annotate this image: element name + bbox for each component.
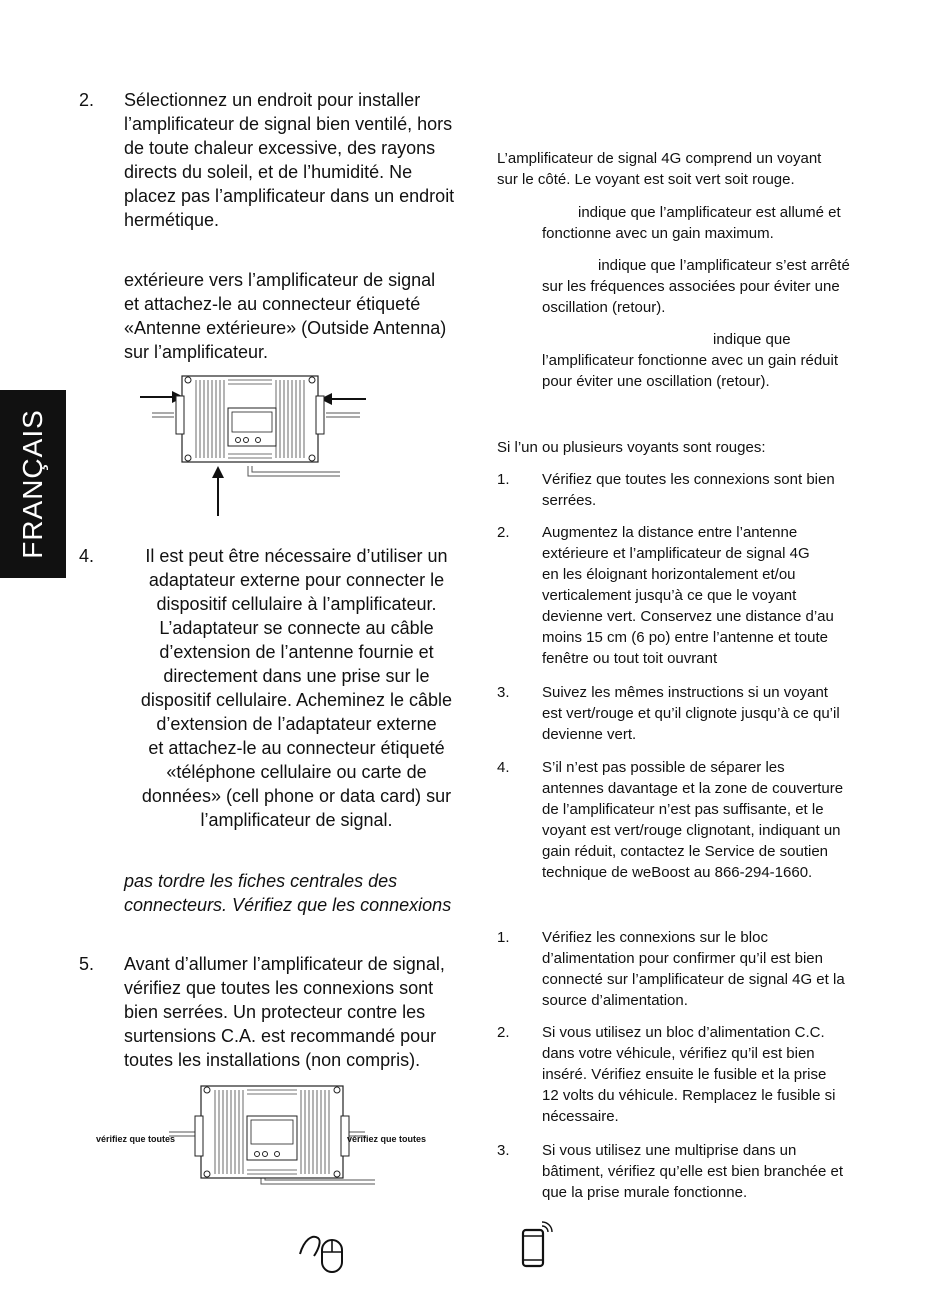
led-red-text [542,255,892,318]
language-tab-label: FRANÇAIS [17,409,48,559]
text-line: nécessaire. [542,1108,619,1125]
note-text [124,869,484,917]
text-line: technique de weBoost au 866-294-1660. [542,864,813,881]
list-item [542,927,892,1011]
list-item [542,1140,892,1203]
step-5-text [124,952,484,1072]
text-line: d’extension de l’antenne fournie et [159,642,434,662]
text-line: 12 volts du véhicule. Remplacez le fusible si [542,1087,836,1104]
figure-label-left: vérifiez que toutes [96,1134,176,1144]
list-number: 2. [497,1024,510,1041]
text-line: Augmentez la distance entre l’antenne [542,524,798,541]
text-line: Suivez les mêmes instructions si un voyant [542,684,828,701]
list-item [542,469,892,511]
text-line: L’adaptateur se connecte au câble [159,618,434,638]
text-line: directement dans une prise sur le [163,666,430,686]
text-line: oscillation (retour). [542,299,666,316]
text-line: sur l’amplificateur. [124,342,269,362]
text-line: surtensions C.A. est recommandé pour [124,1026,437,1046]
text-line: inséré. Vérifiez ensuite le fusible et la prise [542,1066,827,1083]
step-3-text [124,268,484,364]
step-2-number: 2. [79,90,95,110]
text-line: bâtiment, vérifiez qu’elle est bien branchée et [542,1163,844,1180]
text-line: moins 15 cm (6 po) entre l’antenne et toute [542,629,828,646]
text-line: indique que [713,331,791,348]
text-line: vérifiez que toutes les connexions sont [124,978,434,998]
list-number: 3. [497,1142,510,1159]
text-line: bien serrées. Un protecteur contre les [124,1002,426,1022]
list-number: 1. [497,929,510,946]
text-line: directs du soleil, et de l’humidité. Ne [124,162,413,182]
text-line: serrées. [542,492,597,509]
list-number: 1. [497,471,510,488]
text-line: extérieure et l’amplificateur de signal 4G [542,545,810,562]
text-line: connecté sur l’amplificateur de signal 4G et la [542,971,845,988]
phone-signal-icon [518,1220,558,1270]
text-line: source d’alimentation. [542,992,688,1009]
text-line: sur les fréquences associées pour éviter une [542,278,840,295]
text-line: d’extension de l’adaptateur externe [156,714,437,734]
text-line: pas tordre les fiches centrales des [124,871,398,891]
text-line: d’alimentation pour confirmer qu’il est bien [542,950,823,967]
step-5-number: 5. [79,954,95,974]
text-line: fenêtre ou tout toit ouvrant [542,650,718,667]
list-item [542,1022,892,1127]
text-line: indique que l’amplificateur est allumé et [578,204,841,221]
text-line: extérieure vers l’amplificateur de signal [124,270,436,290]
text-line: Avant d’allumer l’amplificateur de signal, [124,954,445,974]
text-line: et attachez-le au connecteur étiqueté [124,294,421,314]
list-item [542,522,892,669]
text-line: Sélectionnez un endroit pour installer [124,90,421,110]
list-item [542,682,892,745]
led-green-text [542,202,892,244]
text-line: de l’amplificateur n’est pas suffisante, et le [542,801,824,818]
language-tab [0,390,66,578]
text-line: l’amplificateur de signal. [200,810,393,830]
hand-mouse-icon [298,1228,348,1276]
text-line: Vérifiez les connexions sur le bloc [542,929,768,946]
list-item [542,757,892,883]
step-4-number: 4. [79,546,95,566]
list-number: 2. [497,524,510,541]
text-line: voyant est vert/rouge clignotant, indiquant un [542,822,841,839]
text-line: «téléphone cellulaire ou carte de [166,762,427,782]
text-line: placez pas l’amplificateur dans un endroit [124,186,455,206]
text-line: devienne vert. Conservez une distance d’au [542,608,834,625]
text-line: sur le côté. Le voyant est soit vert soit rouge. [497,171,795,188]
text-line: Si vous utilisez un bloc d’alimentation C.C. [542,1024,825,1041]
text-line: adaptateur externe pour connecter le [148,570,445,590]
text-line: et attachez-le au connecteur étiqueté [148,738,445,758]
text-line: en les éloignant horizontalement et/ou [542,566,796,583]
text-line: antennes davantage et la zone de couverture [542,780,844,797]
text-line: dispositif cellulaire à l’amplificateur. [156,594,437,614]
text-line: toutes les installations (non compris). [124,1050,421,1070]
figure-label-right: vérifiez que toutes [347,1134,427,1144]
text-line: dans votre véhicule, vérifiez qu’il est bien [542,1045,815,1062]
step-2-text [124,88,484,232]
text-line: «Antenne extérieure» (Outside Antenna) [124,318,447,338]
text-line: Si vous utilisez une multiprise dans un [542,1142,797,1159]
text-line: que la prise murale fonctionne. [542,1184,748,1201]
led-blink-text [542,329,892,392]
text-line: dispositif cellulaire. Acheminez le câble [140,690,453,710]
text-line: données» (cell phone or data card) sur [141,786,452,806]
text-line: Il est peut être nécessaire d’utiliser un [145,546,448,566]
text-line: gain réduit, contactez le Service de soutien [542,843,829,860]
step-4-text [124,544,469,832]
text-line: verticalement jusqu’à ce que le voyant [542,587,797,604]
text-line: l’amplificateur de signal bien ventilé, hors [124,114,453,134]
text-line: pour éviter une oscillation (retour). [542,373,770,390]
amplifier-connection-diagram [140,370,370,520]
text-line: devienne vert. [542,726,637,743]
text-line: S’il n’est pas possible de séparer les [542,759,785,776]
list-number: 3. [497,684,510,701]
text-line: de toute chaleur excessive, des rayons [124,138,436,158]
text-line: fonctionne avec un gain maximum. [542,225,774,242]
text-line: est vert/rouge et qu’il clignote jusqu’à ce qu’il [542,705,840,722]
text-line: hermétique. [124,210,220,230]
list-number: 4. [497,759,510,776]
text-line: l’amplificateur fonctionne avec un gain réduit [542,352,839,369]
text-line: connecteurs. Vérifiez que les connexions [124,895,452,915]
led-intro [497,148,887,190]
text-line: L’amplificateur de signal 4G comprend un voyant [497,150,822,167]
text-line: indique que l’amplificateur s’est arrêté [598,257,850,274]
text-line: Vérifiez que toutes les connexions sont bien [542,471,835,488]
red-led-intro: Si l’un ou plusieurs voyants sont rouges: [497,439,766,456]
